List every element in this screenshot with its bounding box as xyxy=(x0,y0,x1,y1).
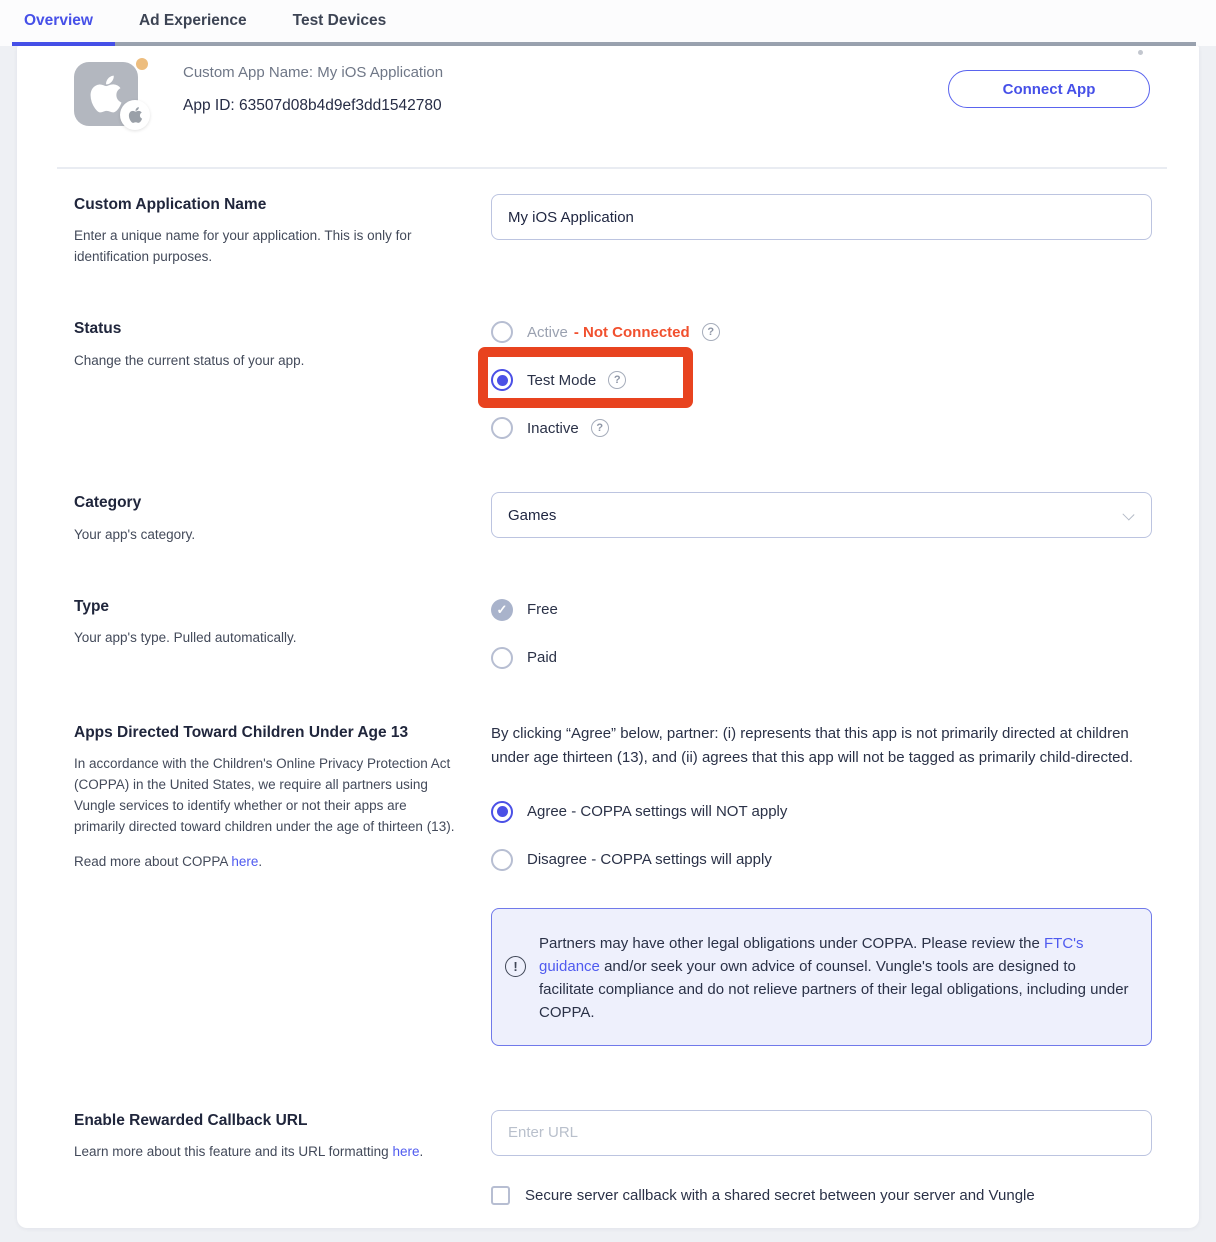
tab-test-devices[interactable]: Test Devices xyxy=(292,12,387,29)
section-title: Type xyxy=(74,597,110,615)
read-more-period: . xyxy=(258,853,263,869)
radio-button[interactable] xyxy=(491,321,513,343)
section-title: Enable Rewarded Callback URL xyxy=(74,1111,308,1129)
radio-button[interactable] xyxy=(491,849,513,871)
section-description: Your app's category. xyxy=(74,526,196,542)
read-more-text: Read more about COPPA xyxy=(74,853,228,869)
checkbox[interactable] xyxy=(491,1186,510,1205)
checkmark-icon: ✓ xyxy=(491,599,513,621)
not-connected-text: - Not Connected xyxy=(573,323,690,341)
coppa-section xyxy=(74,722,1152,1046)
app-icon xyxy=(74,62,138,126)
app-settings-card xyxy=(17,46,1199,1228)
connect-app-button[interactable]: Connect App xyxy=(948,70,1150,108)
radio-button[interactable] xyxy=(491,417,513,439)
coppa-agreement-text: By clicking “Agree” below, partner: (i) represents that this app is not primarily directed at children under age thirteen (13), and (ii) agrees that this app will not be tagged as primarily child-directed. xyxy=(491,724,1134,766)
callback-here-link[interactable]: here xyxy=(392,1144,420,1160)
section-description: Enter a unique name for your application. This is only for identification purposes. xyxy=(74,228,412,265)
radio-button-selected[interactable] xyxy=(491,801,513,823)
section-description: In accordance with the Children's Online Privacy Protection Act (COPPA) in the United States, we require all partners using Vungle services to identify whether or not their apps are primarily directed toward children under the age of thirteen (13). xyxy=(74,756,455,834)
tab-overview[interactable]: Overview xyxy=(24,12,93,29)
help-icon[interactable] xyxy=(608,371,626,389)
chevron-down-icon xyxy=(1122,509,1134,521)
custom-application-name-input[interactable] xyxy=(491,194,1152,240)
radio-label: Paid xyxy=(527,649,558,667)
custom-application-name-section xyxy=(74,194,1152,268)
tab-bar xyxy=(0,0,1216,46)
radio-label: Inactive xyxy=(527,419,579,437)
exclamation-circle-icon xyxy=(505,956,526,977)
help-icon[interactable] xyxy=(591,419,609,437)
ftc-guidance-link[interactable]: FTC's guidance xyxy=(539,934,1084,975)
section-description: Your app's type. Pulled automatically. xyxy=(74,630,297,646)
category-select[interactable] xyxy=(491,492,1152,538)
help-icon[interactable] xyxy=(702,323,720,341)
section-description xyxy=(74,1142,461,1163)
radio-label: Test Mode xyxy=(527,371,597,389)
tab-ad-experience[interactable]: Ad Experience xyxy=(138,12,247,29)
type-option-free xyxy=(491,596,1152,624)
custom-app-name-line: Custom App Name: My iOS Application xyxy=(183,64,444,81)
radio-button-selected[interactable] xyxy=(491,369,513,391)
status-section xyxy=(74,318,1152,442)
status-option-inactive[interactable] xyxy=(491,414,1152,442)
coppa-notice-text xyxy=(539,932,1133,1025)
radio-label: Disagree - COPPA settings will apply xyxy=(527,851,772,869)
section-title: Custom Application Name xyxy=(74,196,267,213)
type-option-paid[interactable] xyxy=(491,644,1152,672)
status-dot xyxy=(136,58,148,70)
callback-desc-period: . xyxy=(419,1144,424,1160)
notice-text-after: and/or seek your own advice of counsel. Vungle's tools are designed to facilitate compliance and do not relieve partners of their legal obligations, including under COPPA. xyxy=(539,957,1129,1022)
section-description: Change the current status of your app. xyxy=(74,352,305,368)
coppa-notice-box xyxy=(491,908,1152,1046)
section-title: Status xyxy=(74,320,122,338)
status-option-active[interactable] xyxy=(491,318,1152,346)
callback-url-input[interactable] xyxy=(491,1110,1152,1156)
app-header xyxy=(17,46,1199,126)
notice-text-before: Partners may have other legal obligations under COPPA. Please review the xyxy=(539,934,1040,952)
category-section xyxy=(74,492,1152,545)
checkbox-label: Secure server callback with a shared secret between your server and Vungle xyxy=(525,1186,1035,1204)
status-option-test-mode[interactable] xyxy=(491,366,1152,394)
radio-label: Active xyxy=(527,323,568,341)
radio-button[interactable] xyxy=(491,647,513,669)
rewarded-callback-section xyxy=(74,1110,1152,1209)
radio-label: Free xyxy=(527,601,558,619)
coppa-here-link[interactable]: here xyxy=(231,853,259,869)
section-title: Category xyxy=(74,494,142,512)
type-section xyxy=(74,596,1152,672)
coppa-read-more xyxy=(74,852,461,873)
secure-callback-checkbox-row[interactable] xyxy=(491,1184,1152,1209)
apple-platform-badge-icon xyxy=(120,100,150,130)
category-selected-value: Games xyxy=(508,506,557,524)
radio-label: Agree - COPPA settings will NOT apply xyxy=(527,803,788,821)
scrollbar-dot xyxy=(1138,50,1143,55)
callback-desc-text: Learn more about this feature and its URL formatting xyxy=(74,1144,389,1160)
section-title: Apps Directed Toward Children Under Age 13 xyxy=(74,723,409,741)
coppa-option-agree[interactable] xyxy=(491,798,1152,826)
app-id-line: App ID: 63507d08b4d9ef3dd1542780 xyxy=(183,97,442,114)
coppa-option-disagree[interactable] xyxy=(491,846,1152,874)
